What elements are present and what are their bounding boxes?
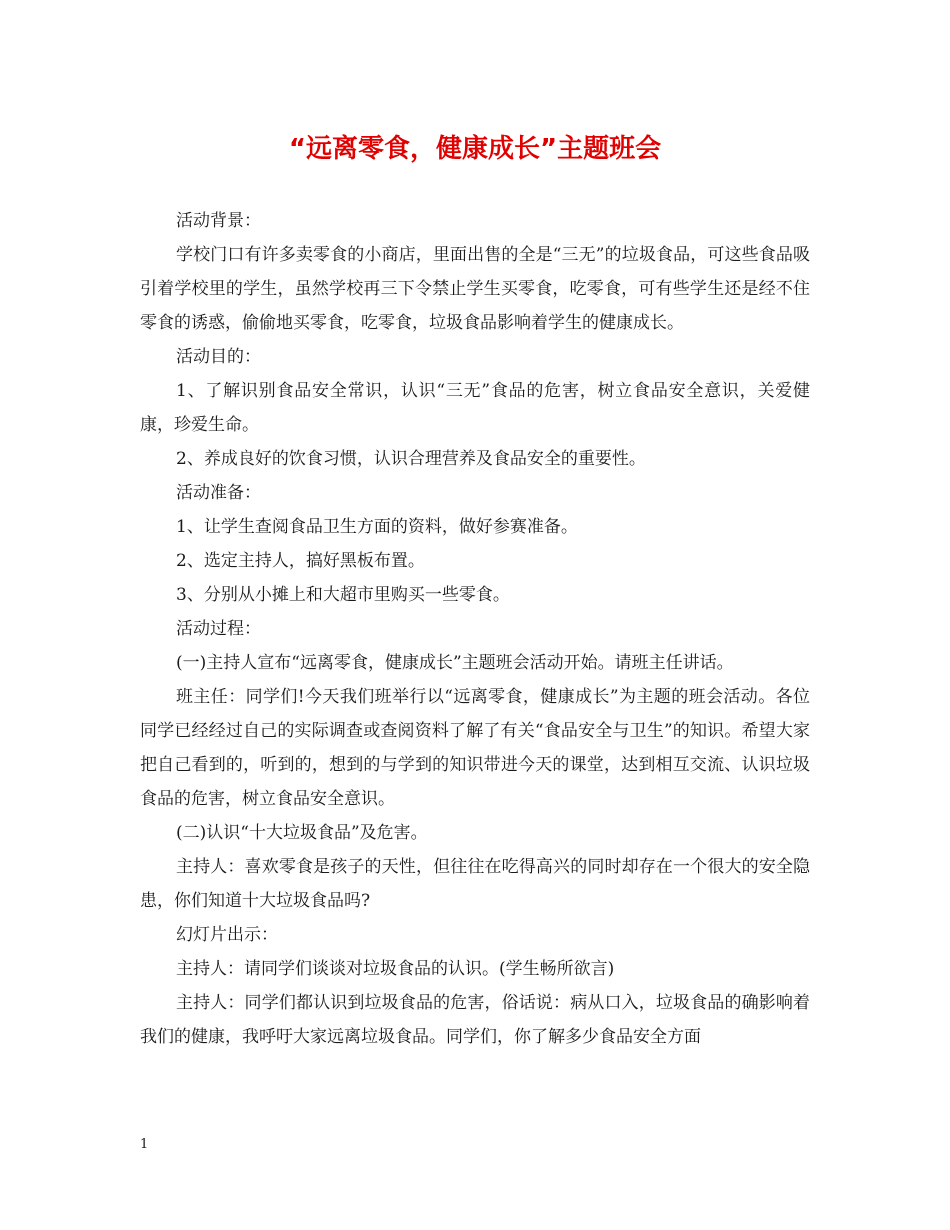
paragraph: 活动过程：	[176, 619, 261, 639]
paragraph: 1、让学生查阅食品卫生方面的资料，做好参赛准备。	[176, 517, 578, 537]
paragraph: 主持人：喜欢零食是孩子的天性，但往往在吃得高兴的同时却存在一个很大的安全隐患，你们知道十大垃圾食品吗?	[140, 857, 810, 911]
page-number: 1	[140, 1137, 149, 1152]
paragraph: 幻灯片出示：	[176, 925, 278, 945]
paragraph: (一)主持人宣布“远离零食，健康成长”主题班会活动开始。请班主任讲话。	[176, 653, 734, 673]
paragraph: 活动准备：	[176, 483, 261, 503]
paragraph: (二)认识“十大垃圾食品”及危害。	[176, 823, 428, 843]
paragraph: 2、养成良好的饮食习惯，认识合理营养及食品安全的重要性。	[176, 449, 646, 469]
paragraph: 主持人：请同学们谈谈对垃圾食品的认识。(学生畅所欲言)	[176, 959, 615, 979]
document-title: “远离零食，健康成长”主题班会	[288, 134, 662, 164]
paragraph: 班主任：同学们!今天我们班举行以“远离零食，健康成长”为主题的班会活动。各位同学已经经过自己的实际调查或查阅资料了解了有关“食品安全与卫生”的知识。希望大家把自己看到的，听到的，想到的与学到的知识带进今天的课堂，达到相互交流、认识垃圾食品的危害，树立食品安全意识。	[140, 687, 810, 809]
document-body	[140, 204, 810, 1054]
paragraph: 学校门口有许多卖零食的小商店，里面出售的全是“三无”的垃圾食品，可这些食品吸引着学校里的学生，虽然学校再三下令禁止学生买零食，吃零食，可有些学生还是经不住零食的诱惑，偷偷地买零食，吃零食，垃圾食品影响着学生的健康成长。	[140, 245, 810, 333]
paragraph: 活动背景：	[176, 211, 261, 231]
paragraph: 2、选定主持人，搞好黑板布置。	[176, 551, 425, 571]
paragraph: 1、了解识别食品安全常识，认识“三无”食品的危害，树立食品安全意识，关爱健康，珍爱生命。	[140, 381, 810, 435]
paragraph: 主持人：同学们都认识到垃圾食品的危害，俗话说：病从口入，垃圾食品的确影响着我们的健康，我呼吁大家远离垃圾食品。同学们，你了解多少食品安全方面	[140, 993, 810, 1047]
paragraph: 活动目的：	[176, 347, 261, 367]
paragraph: 3、分别从小摊上和大超市里购买一些零食。	[176, 585, 510, 605]
